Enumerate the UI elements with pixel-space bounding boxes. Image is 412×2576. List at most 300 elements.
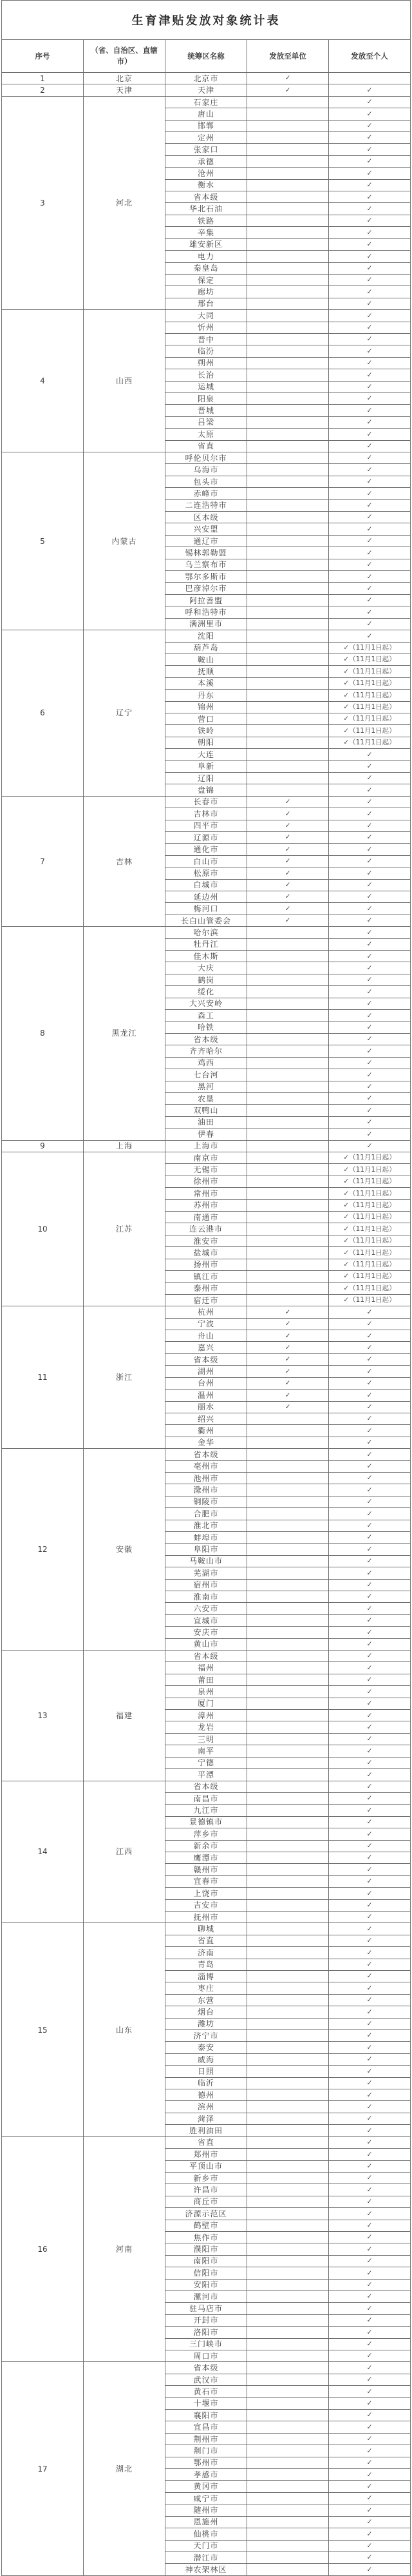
region-name: 潍坊 — [165, 2018, 247, 2029]
region-name: 嘉兴 — [165, 1342, 247, 1353]
to-person-mark: ✓ — [329, 464, 411, 476]
region-name: 鄂尔多斯市 — [165, 571, 247, 583]
region-name: 三门峡市 — [165, 2338, 247, 2350]
to-unit-mark — [247, 1283, 329, 1294]
to-person-mark: ✓ — [329, 891, 411, 903]
to-unit-mark — [247, 1116, 329, 1128]
to-unit-mark — [247, 1057, 329, 1069]
to-person-mark: ✓ — [329, 2113, 411, 2124]
to-person-mark: ✓ — [329, 238, 411, 250]
to-unit-mark: ✓ — [247, 867, 329, 879]
to-person-mark: ✓ — [329, 392, 411, 404]
region-name: 乌海市 — [165, 464, 247, 476]
province-index: 16 — [2, 2136, 84, 2362]
region-name: 铁路 — [165, 215, 247, 226]
to-unit-mark — [247, 499, 329, 511]
region-name: 绍兴 — [165, 1413, 247, 1424]
to-unit-mark — [247, 2528, 329, 2540]
to-person-mark: ✓ — [329, 1472, 411, 1484]
to-person-mark: ✓ — [329, 879, 411, 891]
to-unit-mark — [247, 1437, 329, 1448]
to-unit-mark — [247, 452, 329, 464]
region-name: 蚌埠市 — [165, 1531, 247, 1543]
region-name: 绥化 — [165, 986, 247, 998]
to-unit-mark — [247, 1128, 329, 1140]
region-name: 通辽市 — [165, 535, 247, 547]
to-person-mark: ✓ — [329, 1366, 411, 1377]
region-name: 四平市 — [165, 820, 247, 831]
region-name: 烟台 — [165, 2006, 247, 2018]
to-unit-mark — [247, 1614, 329, 1626]
to-person-mark: ✓ — [329, 357, 411, 369]
to-person-mark: ✓ — [329, 144, 411, 155]
to-unit-mark — [247, 381, 329, 392]
to-person-mark: ✓ — [329, 215, 411, 226]
to-unit-mark — [247, 1911, 329, 1922]
region-name: 邢台 — [165, 298, 247, 309]
to-unit-mark — [247, 215, 329, 226]
region-name: 洛阳市 — [165, 2327, 247, 2338]
to-unit-mark — [247, 1935, 329, 1946]
region-name: 吕梁 — [165, 416, 247, 428]
to-unit-mark: ✓ — [247, 1366, 329, 1377]
region-name: 周口市 — [165, 2350, 247, 2362]
to-unit-mark — [247, 2053, 329, 2065]
to-unit-mark — [247, 1081, 329, 1092]
region-name: 镇江市 — [165, 1271, 247, 1283]
table-row — [2, 73, 411, 84]
to-person-mark: ✓ — [329, 1520, 411, 1531]
province-index: 2 — [2, 84, 84, 96]
region-name: 青岛 — [165, 1959, 247, 1970]
region-name: 大兴安岭 — [165, 998, 247, 1009]
table-row — [2, 1781, 411, 1792]
to-person-mark: ✓ — [329, 2208, 411, 2220]
to-unit-mark — [247, 1271, 329, 1283]
to-person-mark: ✓ — [329, 855, 411, 867]
to-person-mark: ✓ — [329, 2053, 411, 2065]
province-index: 17 — [2, 2362, 84, 2575]
region-name: 油田 — [165, 1116, 247, 1128]
region-name: 湖州 — [165, 1366, 247, 1377]
to-person-mark: ✓ — [329, 523, 411, 535]
region-name: 晋城 — [165, 405, 247, 416]
to-person-mark: ✓ — [329, 1971, 411, 1982]
to-person-mark: ✓ — [329, 547, 411, 559]
to-unit-mark — [247, 1544, 329, 1555]
to-unit-mark — [247, 986, 329, 998]
to-person-mark: ✓ — [329, 2374, 411, 2385]
region-name: 衡水 — [165, 179, 247, 191]
region-name: 开封市 — [165, 2314, 247, 2326]
region-name: 泰安 — [165, 2042, 247, 2053]
to-person-mark: ✓ — [329, 452, 411, 464]
to-person-mark: ✓ — [329, 1140, 411, 1152]
to-unit-mark: ✓ — [247, 1377, 329, 1389]
region-name: 长治 — [165, 369, 247, 381]
to-person-mark: ✓ — [329, 1437, 411, 1448]
to-unit-mark — [247, 1579, 329, 1591]
to-person-mark: ✓ — [329, 1959, 411, 1970]
region-name: 济源示范区 — [165, 2208, 247, 2220]
to-person-mark: ✓ — [329, 1840, 411, 1852]
to-person-mark: ✓ — [329, 2267, 411, 2279]
to-person-mark: ✓（11月1日起） — [329, 1164, 411, 1176]
to-unit-mark — [247, 1010, 329, 1022]
to-unit-mark — [247, 405, 329, 416]
region-name: 呼伦贝尔市 — [165, 452, 247, 464]
to-unit-mark: ✓ — [247, 1306, 329, 1318]
to-unit-mark — [247, 1638, 329, 1650]
to-unit-mark — [247, 1971, 329, 1982]
to-unit-mark — [247, 1140, 329, 1152]
province-index: 13 — [2, 1651, 84, 1781]
to-unit-mark — [247, 1520, 329, 1531]
to-unit-mark — [247, 2338, 329, 2350]
region-name: 南阳市 — [165, 2255, 247, 2267]
to-person-mark: ✓ — [329, 2243, 411, 2255]
to-person-mark: ✓ — [329, 2350, 411, 2362]
region-name: 电力 — [165, 251, 247, 262]
to-unit-mark — [247, 2243, 329, 2255]
to-person-mark: ✓ — [329, 1769, 411, 1781]
region-name: 武汉市 — [165, 2374, 247, 2385]
to-person-mark: ✓ — [329, 1721, 411, 1733]
to-person-mark: ✓ — [329, 2433, 411, 2445]
to-unit-mark — [247, 998, 329, 1009]
region-name: 兴安盟 — [165, 523, 247, 535]
to-unit-mark — [247, 357, 329, 369]
to-person-mark: ✓ — [329, 2492, 411, 2504]
to-unit-mark — [247, 2196, 329, 2207]
to-unit-mark — [247, 2208, 329, 2220]
to-person-mark: ✓ — [329, 1425, 411, 1437]
to-person-mark: ✓ — [329, 1128, 411, 1140]
to-unit-mark — [247, 2397, 329, 2409]
region-name: 焦作市 — [165, 2231, 247, 2243]
to-unit-mark — [247, 2149, 329, 2160]
to-person-mark: ✓ — [329, 1496, 411, 1507]
region-name: 辛集 — [165, 227, 247, 238]
page-title: 生育津贴发放对象统计表 — [2, 1, 411, 40]
to-unit-mark — [247, 535, 329, 547]
region-name: 景德镇市 — [165, 1816, 247, 1828]
region-name: 枣庄 — [165, 1982, 247, 1994]
to-person-mark: ✓ — [329, 2077, 411, 2089]
to-person-mark: ✓ — [329, 2136, 411, 2148]
to-person-mark: ✓ — [329, 1010, 411, 1022]
to-unit-mark — [247, 1864, 329, 1875]
to-unit-mark — [247, 1757, 329, 1768]
region-name: 郑州市 — [165, 2149, 247, 2160]
to-person-mark: ✓（11月1日起） — [329, 1152, 411, 1163]
to-person-mark: ✓ — [329, 2469, 411, 2481]
to-unit-mark — [247, 1555, 329, 1567]
to-unit-mark — [247, 725, 329, 737]
region-name: 张家口 — [165, 144, 247, 155]
region-name: 平顶山市 — [165, 2160, 247, 2172]
to-unit-mark — [247, 2410, 329, 2421]
to-person-mark: ✓ — [329, 2196, 411, 2207]
province-name: 内蒙古 — [84, 452, 165, 630]
region-name: 朝阳 — [165, 737, 247, 748]
to-unit-mark — [247, 1223, 329, 1235]
to-person-mark: ✓（11月1日起） — [329, 677, 411, 689]
region-name: 哈铁 — [165, 1022, 247, 1033]
to-unit-mark — [247, 1781, 329, 1792]
to-unit-mark — [247, 1045, 329, 1057]
to-unit-mark — [247, 155, 329, 167]
to-unit-mark — [247, 1176, 329, 1187]
region-name: 通化市 — [165, 844, 247, 855]
region-name: 省直 — [165, 2136, 247, 2148]
region-name: 宜春市 — [165, 1875, 247, 1887]
to-person-mark: ✓ — [329, 2160, 411, 2172]
to-unit-mark — [247, 1710, 329, 1721]
to-unit-mark — [247, 1413, 329, 1424]
to-unit-mark — [247, 144, 329, 155]
region-name: 乌兰察布市 — [165, 559, 247, 570]
to-unit-mark: ✓ — [247, 1318, 329, 1330]
to-person-mark: ✓ — [329, 2089, 411, 2101]
to-person-mark: ✓ — [329, 1342, 411, 1353]
to-unit-mark — [247, 262, 329, 274]
to-unit-mark — [247, 962, 329, 974]
to-unit-mark — [247, 1199, 329, 1211]
to-unit-mark — [247, 2350, 329, 2362]
region-name: 大庆 — [165, 962, 247, 974]
to-unit-mark: ✓ — [247, 1401, 329, 1413]
region-name: 秦皇岛 — [165, 262, 247, 274]
to-unit-mark — [247, 2006, 329, 2018]
to-unit-mark — [247, 238, 329, 250]
to-unit-mark — [247, 1259, 329, 1270]
to-unit-mark: ✓ — [247, 832, 329, 844]
region-name: 芜湖市 — [165, 1567, 247, 1579]
region-name: 仙桃市 — [165, 2528, 247, 2540]
to-person-mark: ✓ — [329, 2172, 411, 2184]
to-person-mark: ✓（11月1日起） — [329, 701, 411, 713]
to-person-mark: ✓ — [329, 1484, 411, 1496]
to-unit-mark — [247, 1449, 329, 1460]
to-person-mark: ✓ — [329, 84, 411, 96]
region-name: 省直 — [165, 440, 247, 452]
to-person-mark: ✓ — [329, 1662, 411, 1674]
to-person-mark: ✓ — [329, 322, 411, 333]
to-person-mark: ✓ — [329, 1377, 411, 1389]
to-unit-mark: ✓ — [247, 1390, 329, 1401]
province-index: 6 — [2, 630, 84, 797]
region-name: 上海市 — [165, 1140, 247, 1152]
to-person-mark: ✓（11月1日起） — [329, 1259, 411, 1270]
region-name: 梅河口 — [165, 903, 247, 915]
to-person-mark: ✓ — [329, 1733, 411, 1745]
to-person-mark: ✓ — [329, 2125, 411, 2136]
region-name: 商丘市 — [165, 2196, 247, 2207]
to-unit-mark — [247, 2290, 329, 2302]
to-unit-mark — [247, 1294, 329, 1306]
region-name: 长春市 — [165, 796, 247, 808]
region-name: 葫芦岛 — [165, 642, 247, 654]
region-name: 长白山管委会 — [165, 915, 247, 926]
to-unit-mark — [247, 476, 329, 487]
to-person-mark: ✓（11月1日起） — [329, 1247, 411, 1259]
to-unit-mark — [247, 2042, 329, 2053]
to-unit-mark — [247, 2457, 329, 2468]
to-person-mark: ✓（11月1日起） — [329, 666, 411, 677]
region-name: 荆门市 — [165, 2445, 247, 2457]
to-unit-mark — [247, 666, 329, 677]
region-name: 三明 — [165, 1733, 247, 1745]
region-name: 莆田 — [165, 1674, 247, 1685]
province-name: 河北 — [84, 96, 165, 309]
to-person-mark: ✓ — [329, 2564, 411, 2575]
region-name: 天门市 — [165, 2540, 247, 2552]
region-name: 宣城市 — [165, 1614, 247, 1626]
to-unit-mark — [247, 559, 329, 570]
region-name: 潜江市 — [165, 2552, 247, 2563]
to-person-mark: ✓ — [329, 1816, 411, 1828]
to-unit-mark — [247, 322, 329, 333]
to-person-mark: ✓ — [329, 784, 411, 796]
to-person-mark: ✓ — [329, 1710, 411, 1721]
to-person-mark: ✓ — [329, 416, 411, 428]
to-person-mark: ✓ — [329, 1864, 411, 1875]
to-person-mark: ✓ — [329, 2457, 411, 2468]
to-person-mark: ✓ — [329, 559, 411, 570]
to-unit-mark — [247, 2469, 329, 2481]
region-name: 松原市 — [165, 867, 247, 879]
region-name: 森工 — [165, 1010, 247, 1022]
region-name: 延边州 — [165, 891, 247, 903]
to-person-mark: ✓ — [329, 1022, 411, 1033]
to-person-mark: ✓ — [329, 2338, 411, 2350]
to-unit-mark — [247, 713, 329, 724]
province-index: 15 — [2, 1923, 84, 2136]
province-index: 10 — [2, 1152, 84, 1306]
to-unit-mark — [247, 2540, 329, 2552]
to-person-mark: ✓ — [329, 1781, 411, 1792]
region-name: 保定 — [165, 274, 247, 286]
to-person-mark: ✓ — [329, 2397, 411, 2409]
province-index: 7 — [2, 796, 84, 926]
to-unit-mark: ✓ — [247, 1342, 329, 1353]
to-person-mark: ✓ — [329, 2184, 411, 2196]
to-person-mark: ✓ — [329, 2314, 411, 2326]
region-name: 驻马店市 — [165, 2303, 247, 2314]
to-person-mark: ✓ — [329, 1638, 411, 1650]
province-index: 3 — [2, 96, 84, 309]
region-name: 呼和浩特市 — [165, 606, 247, 618]
region-name: 唐山 — [165, 108, 247, 120]
to-person-mark: ✓ — [329, 2362, 411, 2374]
region-name: 扬州市 — [165, 1259, 247, 1270]
region-name: 赣州市 — [165, 1864, 247, 1875]
to-person-mark: ✓ — [329, 2303, 411, 2314]
region-name: 襄阳市 — [165, 2410, 247, 2421]
region-name: 舟山 — [165, 1330, 247, 1342]
region-name: 省本级 — [165, 1449, 247, 1460]
to-unit-mark — [247, 1947, 329, 1959]
to-person-mark: ✓ — [329, 962, 411, 974]
region-name: 东营 — [165, 1994, 247, 2006]
to-person-mark: ✓ — [329, 1603, 411, 1614]
to-person-mark: ✓ — [329, 915, 411, 926]
region-name: 温州 — [165, 1390, 247, 1401]
to-person-mark: ✓ — [329, 772, 411, 784]
to-unit-mark — [247, 274, 329, 286]
region-name: 沈阳 — [165, 630, 247, 642]
to-unit-mark — [247, 1627, 329, 1638]
to-unit-mark — [247, 1852, 329, 1863]
to-person-mark: ✓ — [329, 1888, 411, 1899]
to-unit-mark — [247, 772, 329, 784]
table-row — [2, 1449, 411, 1460]
to-unit-mark — [247, 1840, 329, 1852]
to-unit-mark — [247, 1235, 329, 1246]
to-unit-mark — [247, 1460, 329, 1472]
to-person-mark: ✓ — [329, 1544, 411, 1555]
to-person-mark: ✓ — [329, 618, 411, 630]
to-person-mark: ✓ — [329, 2018, 411, 2029]
to-person-mark: ✓ — [329, 2540, 411, 2552]
to-person-mark: ✓ — [329, 571, 411, 583]
region-name: 牡丹江 — [165, 938, 247, 950]
region-name: 滨州 — [165, 2101, 247, 2113]
region-name: 双鸭山 — [165, 1105, 247, 1116]
to-unit-mark — [247, 690, 329, 701]
region-name: 农垦 — [165, 1092, 247, 1104]
table-row — [2, 2362, 411, 2374]
region-name: 承德 — [165, 155, 247, 167]
region-name: 南京市 — [165, 1152, 247, 1163]
to-person-mark: ✓（11月1日起） — [329, 642, 411, 654]
province-index: 11 — [2, 1306, 84, 1449]
title-row — [2, 1, 411, 40]
table-row — [2, 96, 411, 108]
to-person-mark: ✓ — [329, 2290, 411, 2302]
to-person-mark: ✓ — [329, 1330, 411, 1342]
to-unit-mark: ✓ — [247, 844, 329, 855]
to-unit-mark — [247, 227, 329, 238]
to-unit-mark — [247, 2113, 329, 2124]
region-name: 平潭 — [165, 1769, 247, 1781]
to-unit-mark — [247, 2481, 329, 2492]
to-person-mark: ✓（11月1日起） — [329, 654, 411, 665]
region-name: 铜陵市 — [165, 1496, 247, 1507]
region-name: 七台河 — [165, 1069, 247, 1081]
region-name: 阳泉 — [165, 392, 247, 404]
region-name: 新乡市 — [165, 2172, 247, 2184]
to-person-mark: ✓（11月1日起） — [329, 1271, 411, 1283]
to-unit-mark — [247, 168, 329, 179]
to-person-mark: ✓ — [329, 2231, 411, 2243]
to-person-mark: ✓ — [329, 2255, 411, 2267]
region-name: 辽源市 — [165, 832, 247, 844]
region-name: 佳木斯 — [165, 951, 247, 962]
region-name: 常州市 — [165, 1188, 247, 1199]
region-name: 廊坊 — [165, 286, 247, 298]
region-name: 漳州 — [165, 1710, 247, 1721]
to-person-mark: ✓ — [329, 1555, 411, 1567]
to-person-mark: ✓（11月1日起） — [329, 713, 411, 724]
to-person-mark: ✓ — [329, 1057, 411, 1069]
to-person-mark: ✓ — [329, 2066, 411, 2077]
to-person-mark: ✓ — [329, 1069, 411, 1081]
to-unit-mark — [247, 571, 329, 583]
region-name: 孝感市 — [165, 2469, 247, 2481]
region-name: 厦门 — [165, 1698, 247, 1709]
